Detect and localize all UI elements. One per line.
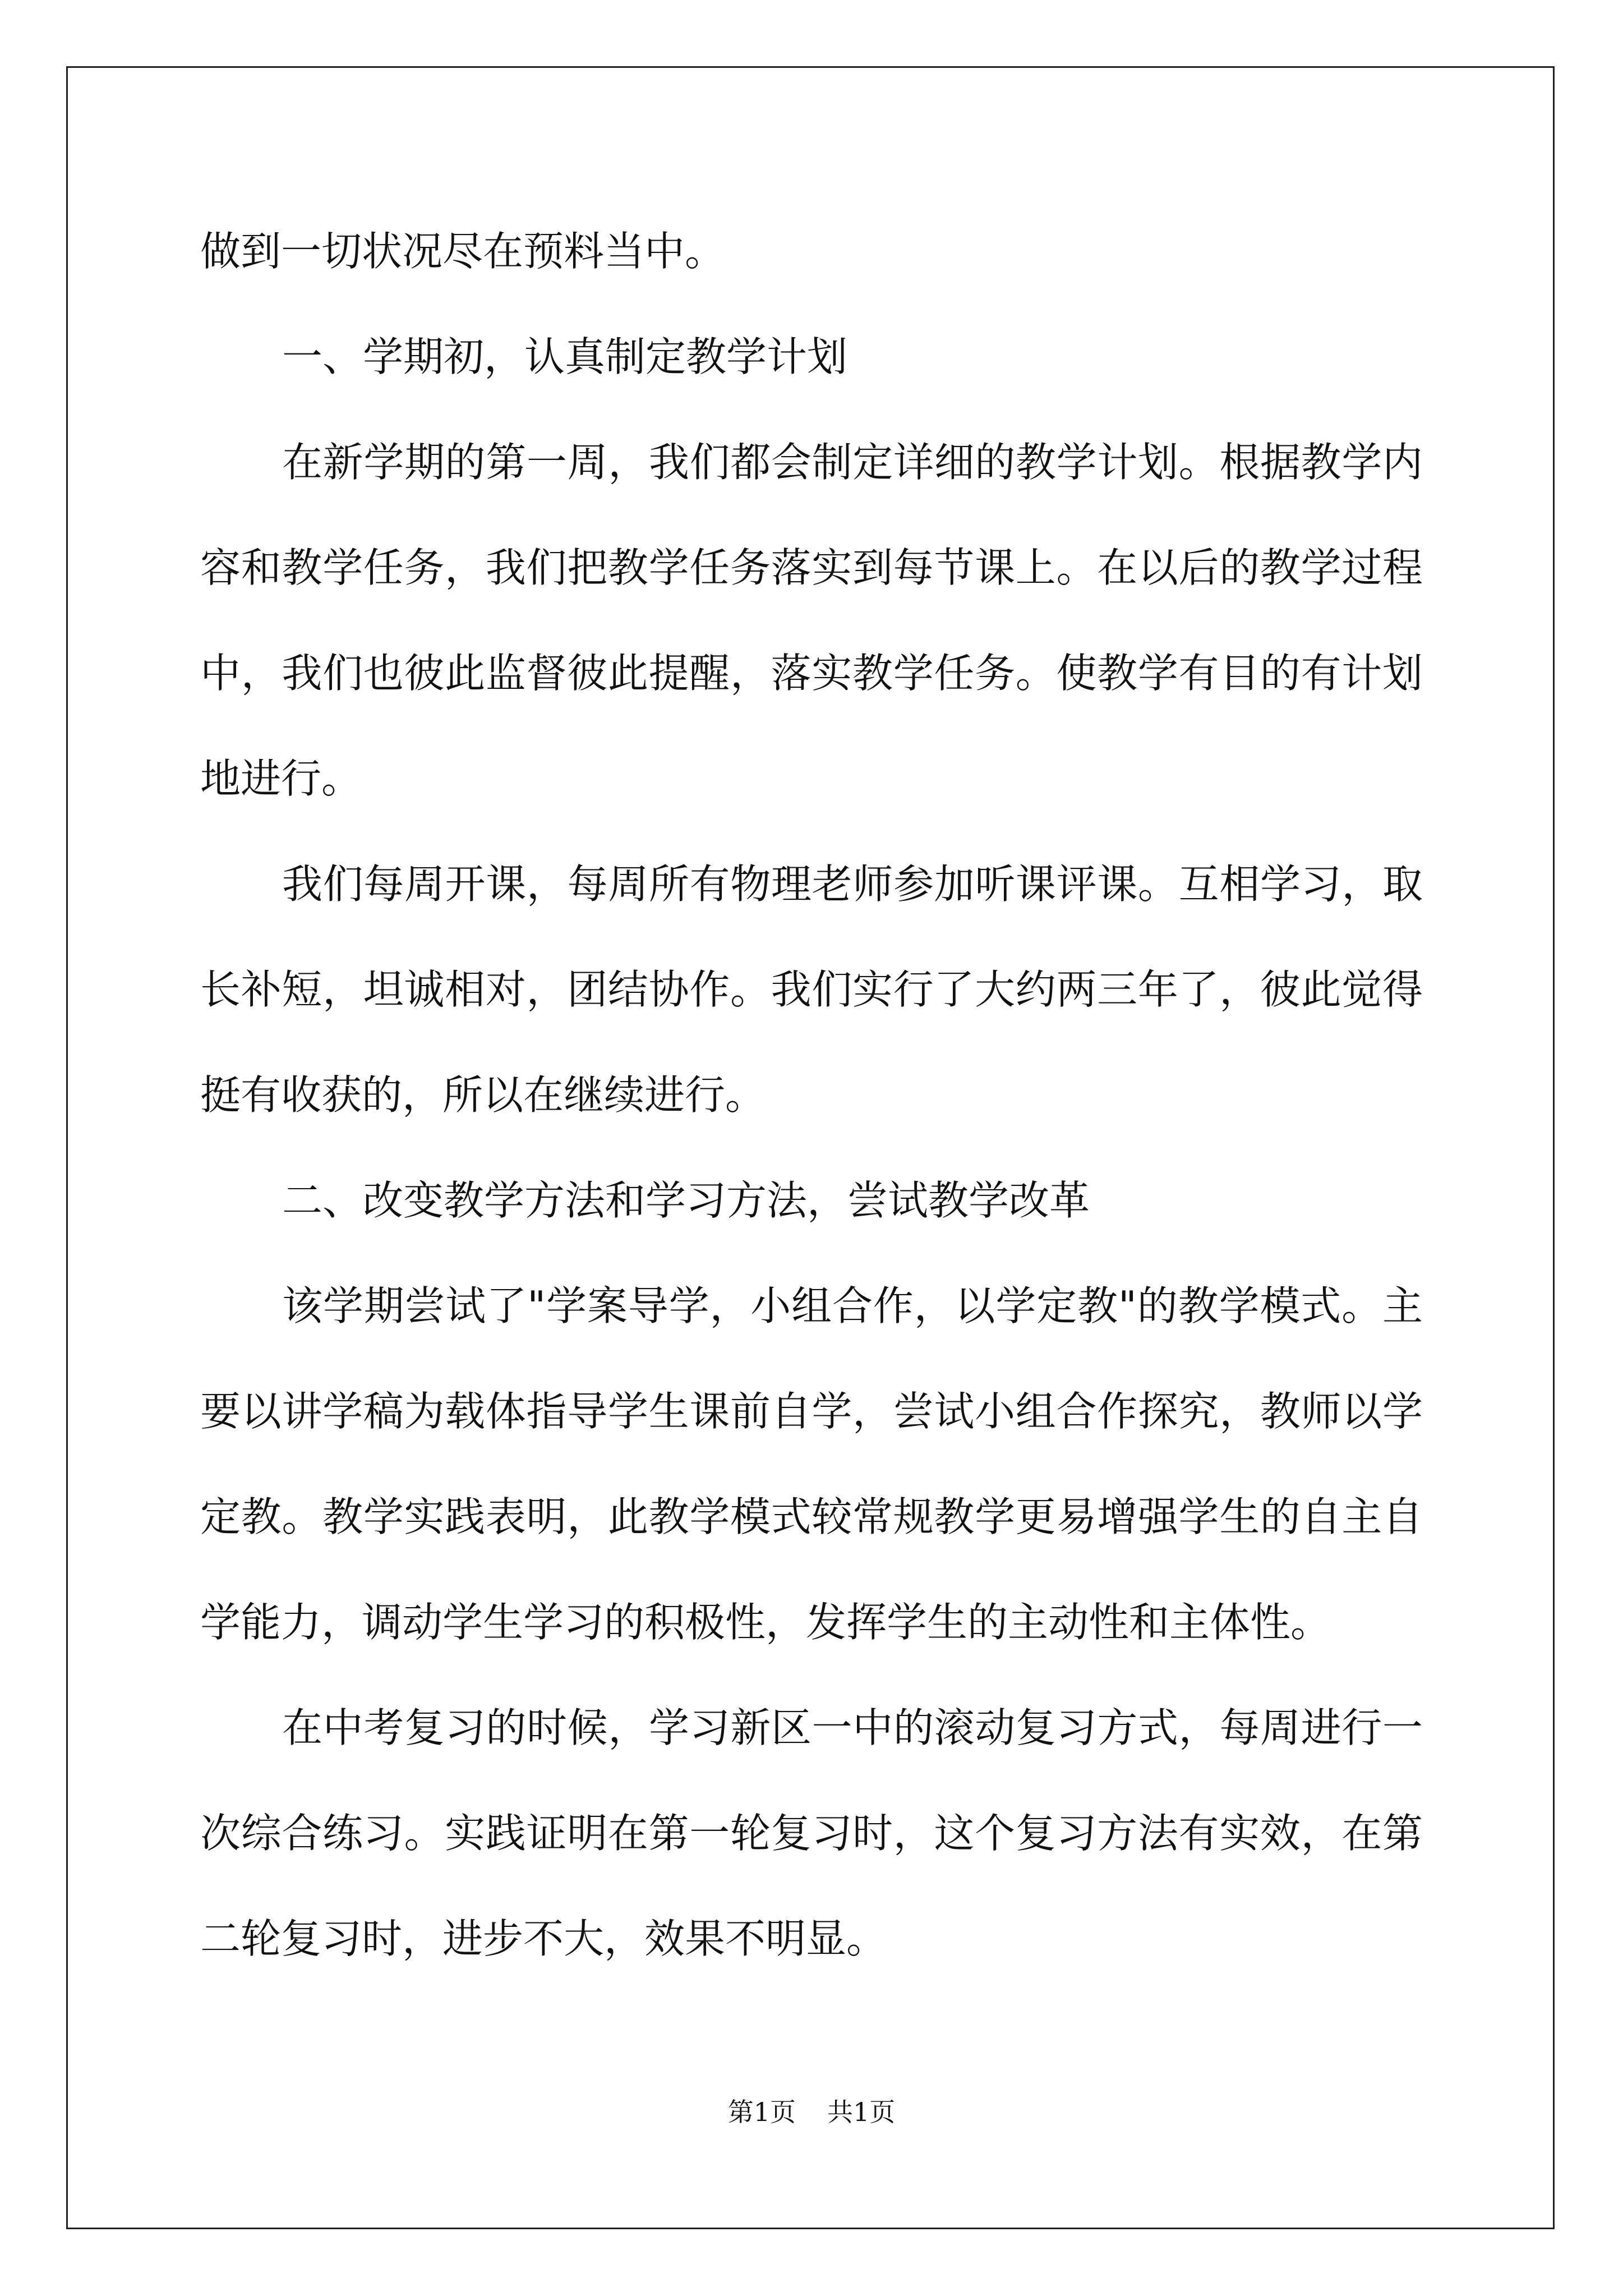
text-line: 在新学期的第一周，我们都会制定详细的教学计划。根据教学内 — [282, 439, 1423, 486]
text-line: 长补短，坦诚相对，团结协作。我们实行了大约两三年了，彼此觉得 — [200, 966, 1423, 1013]
page-footer — [0, 2095, 1623, 2129]
text-line: 定教。教学实践表明，此教学模式较常规教学更易增强学生的自主自 — [200, 1493, 1423, 1540]
text-line: 中，我们也彼此监督彼此提醒，落实教学任务。使教学有目的有计划 — [200, 650, 1423, 697]
page-total: 共1页 — [827, 2097, 896, 2127]
text-line: 二、改变教学方法和学习方法，尝试教学改革 — [282, 1177, 1090, 1224]
text-line: 学能力，调动学生学习的积极性，发挥学生的主动性和主体性。 — [200, 1599, 1331, 1646]
text-line: 做到一切状况尽在预料当中。 — [200, 228, 726, 275]
text-line: 地进行。 — [200, 755, 362, 802]
text-line: 容和教学任务，我们把教学任务落实到每节课上。在以后的教学过程 — [200, 544, 1423, 591]
page-number: 第1页 — [727, 2097, 796, 2127]
text-line: 二轮复习时，进步不大，效果不明显。 — [200, 1915, 887, 1962]
text-line: 在中考复习的时候，学习新区一中的滚动复习方式，每周进行一 — [282, 1704, 1423, 1751]
text-line: 要以讲学稿为载体指导学生课前自学，尝试小组合作探究，教师以学 — [200, 1388, 1423, 1435]
text-line: 次综合练习。实践证明在第一轮复习时，这个复习方法有实效，在第 — [200, 1810, 1423, 1857]
text-line: 我们每周开课，每周所有物理老师参加听课评课。互相学习，取 — [282, 861, 1423, 908]
text-line: 一、学期初，认真制定教学计划 — [282, 333, 848, 380]
text-line: 该学期尝试了"学案导学，小组合作，以学定教"的教学模式。主 — [282, 1282, 1423, 1329]
text-line: 挺有收获的，所以在继续进行。 — [200, 1071, 766, 1119]
document-body — [200, 199, 1423, 1991]
